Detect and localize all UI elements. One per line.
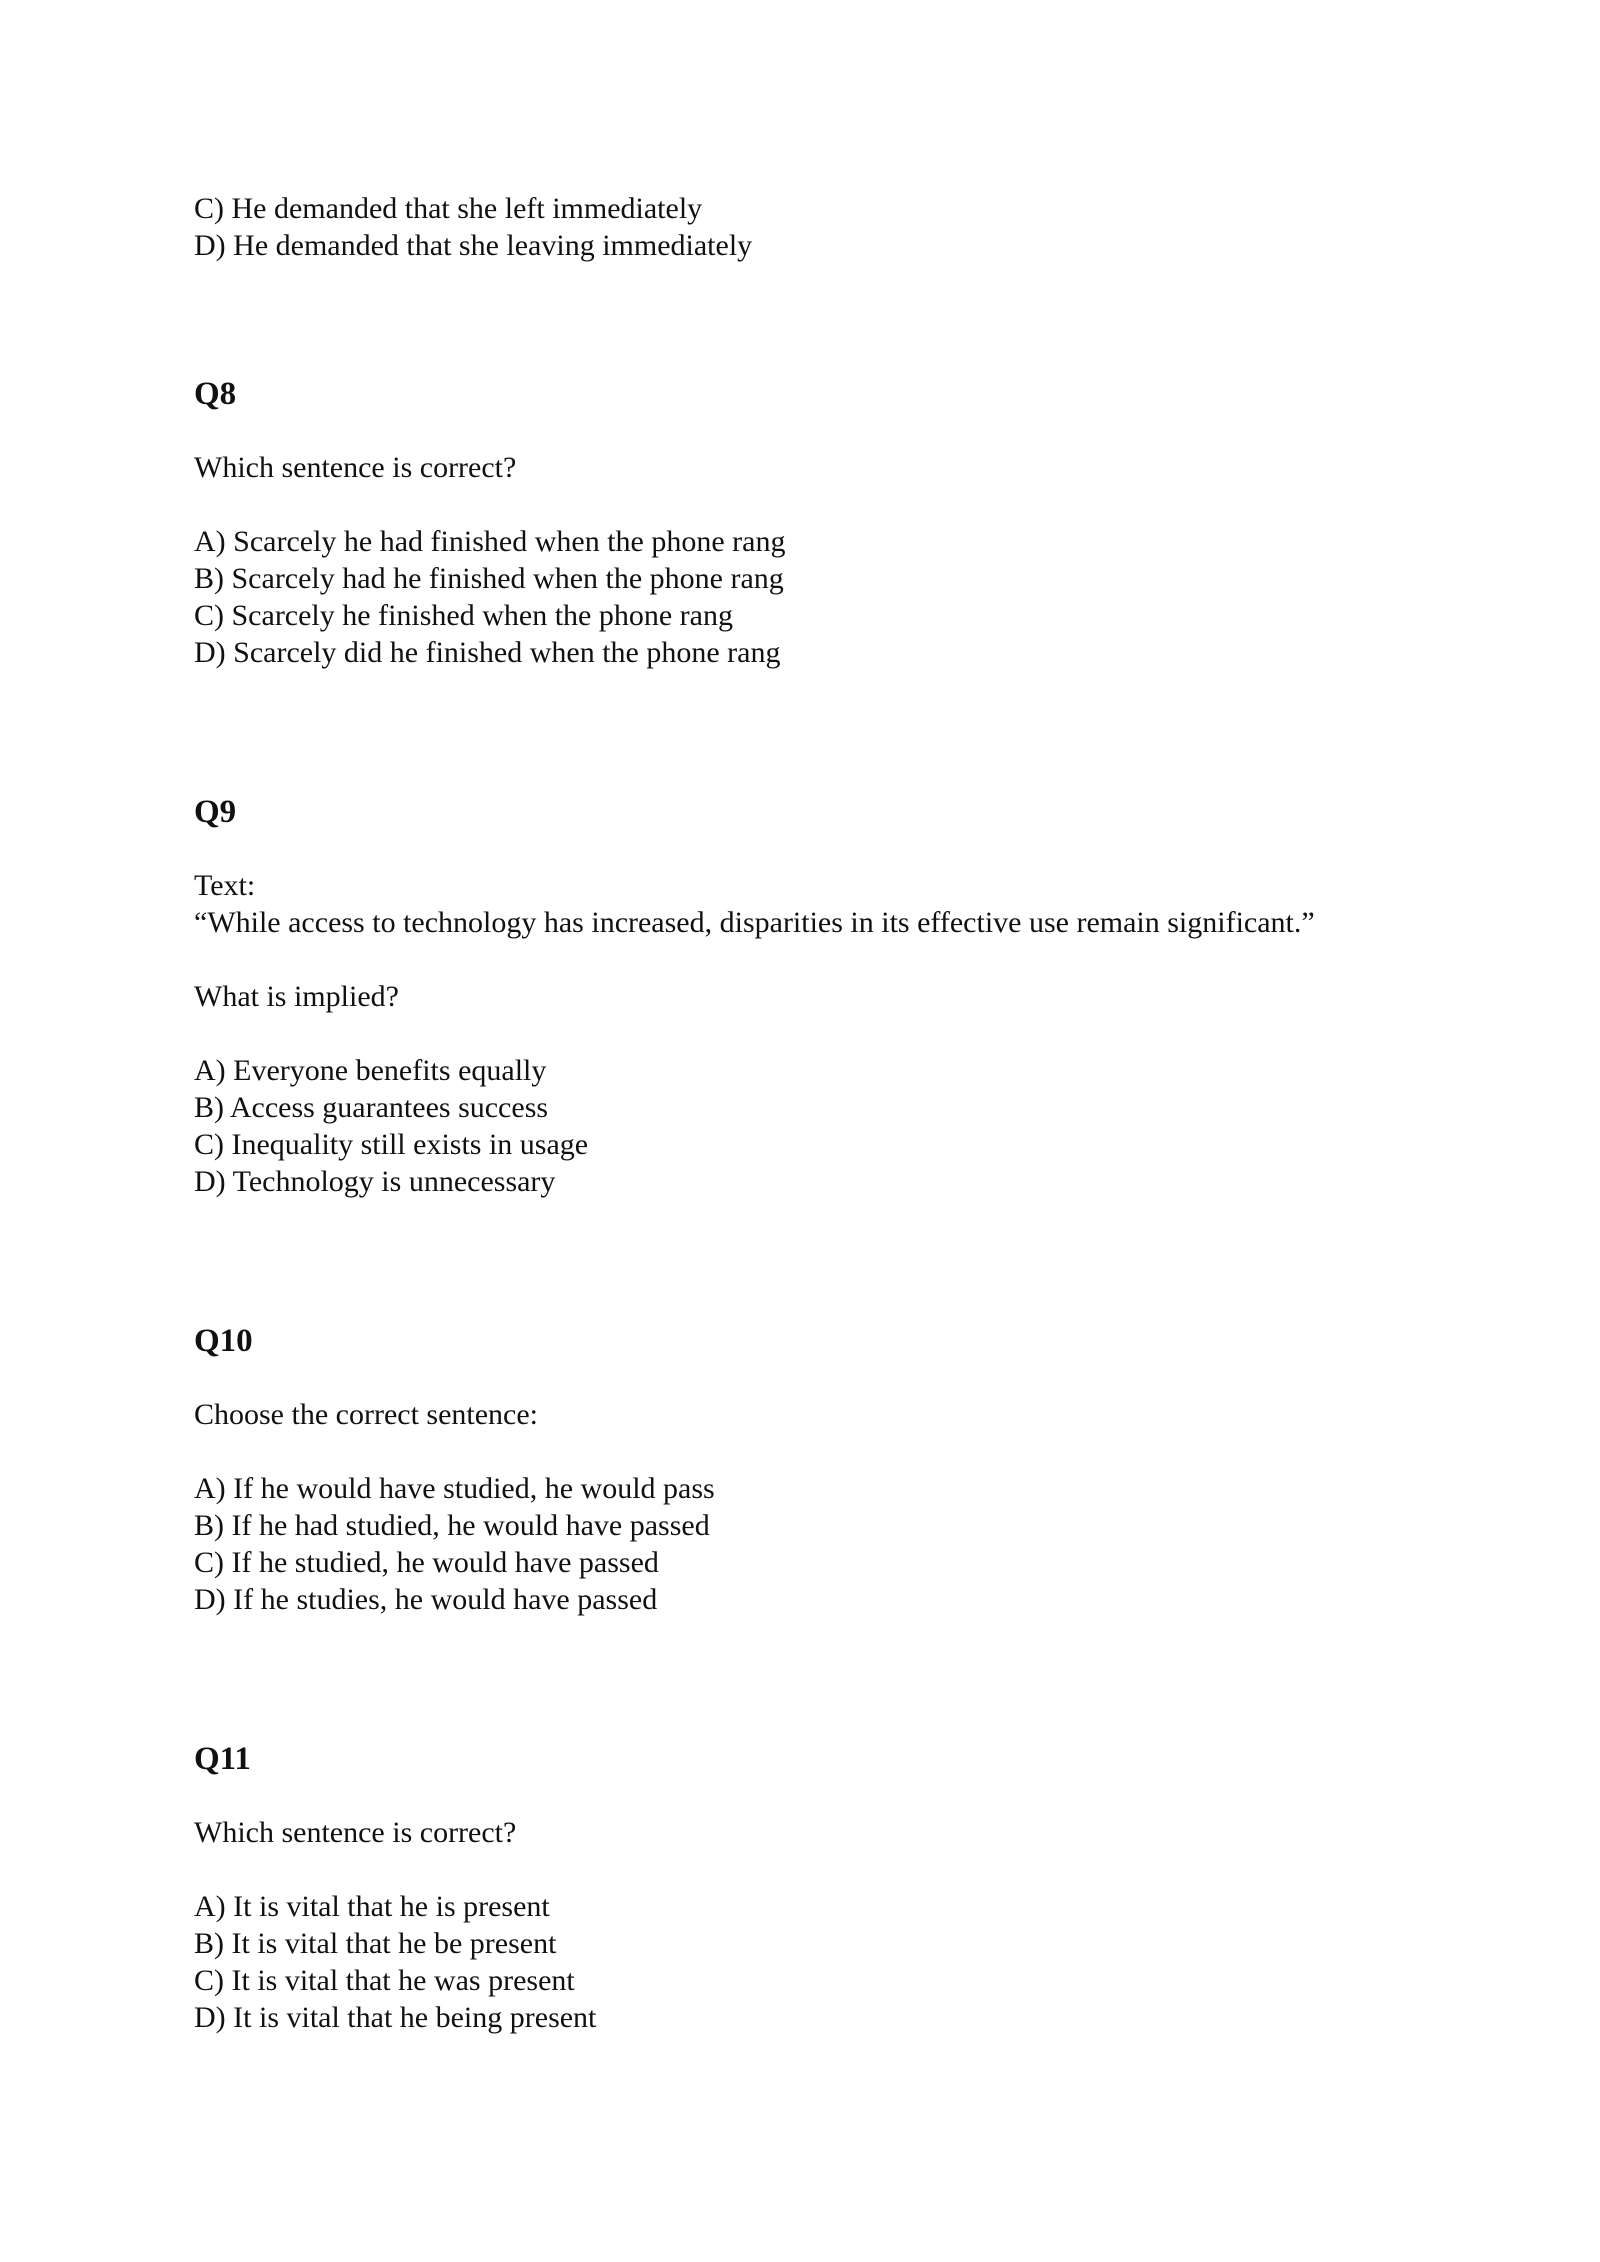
question-label: Q8 — [194, 376, 237, 412]
question-label: Q10 — [194, 1323, 253, 1359]
option-c: C) Scarcely he finished when the phone rang — [194, 599, 733, 632]
option-d: D) Scarcely did he finished when the phone rang — [194, 636, 781, 669]
question-q8 — [194, 374, 1494, 671]
option-d: D) It is vital that he being present — [194, 2001, 597, 2034]
option-a: A) Scarcely he had finished when the phone rang — [194, 525, 786, 558]
document-page — [194, 190, 1494, 2036]
question-q9 — [194, 792, 1494, 1200]
option-d: D) He demanded that she leaving immediately — [194, 229, 753, 262]
option-c: C) If he studied, he would have passed — [194, 1546, 659, 1579]
option-a: A) Everyone benefits equally — [194, 1054, 547, 1087]
option-b: B) If he had studied, he would have passed — [194, 1509, 710, 1542]
option-d: D) If he studies, he would have passed — [194, 1583, 658, 1616]
option-b: B) Access guarantees success — [194, 1091, 549, 1124]
spacer — [194, 671, 1494, 792]
spacer — [194, 1200, 1494, 1321]
question-prompt: What is implied? — [194, 980, 399, 1013]
question-q10 — [194, 1321, 1494, 1618]
question-q11 — [194, 1739, 1494, 2036]
question-prompt: Choose the correct sentence: — [194, 1398, 539, 1431]
option-b: B) It is vital that he be present — [194, 1927, 557, 1960]
question-label: Q9 — [194, 794, 237, 830]
option-a: A) It is vital that he is present — [194, 1890, 550, 1923]
option-c: C) It is vital that he was present — [194, 1964, 575, 1997]
question-prompt: Which sentence is correct? — [194, 1816, 517, 1849]
option-b: B) Scarcely had he finished when the phone rang — [194, 562, 784, 595]
question-label: Q11 — [194, 1741, 251, 1777]
text-label: Text: — [194, 869, 256, 902]
spacer — [194, 264, 1494, 374]
option-a: A) If he would have studied, he would pass — [194, 1472, 715, 1505]
option-c: C) Inequality still exists in usage — [194, 1128, 589, 1161]
option-d: D) Technology is unnecessary — [194, 1165, 556, 1198]
spacer — [194, 1618, 1494, 1739]
question-prompt: Which sentence is correct? — [194, 451, 517, 484]
passage-quote: “While access to technology has increased, disparities in its effective use remain significant.” — [194, 906, 1315, 939]
option-c: C) He demanded that she left immediately — [194, 192, 703, 225]
